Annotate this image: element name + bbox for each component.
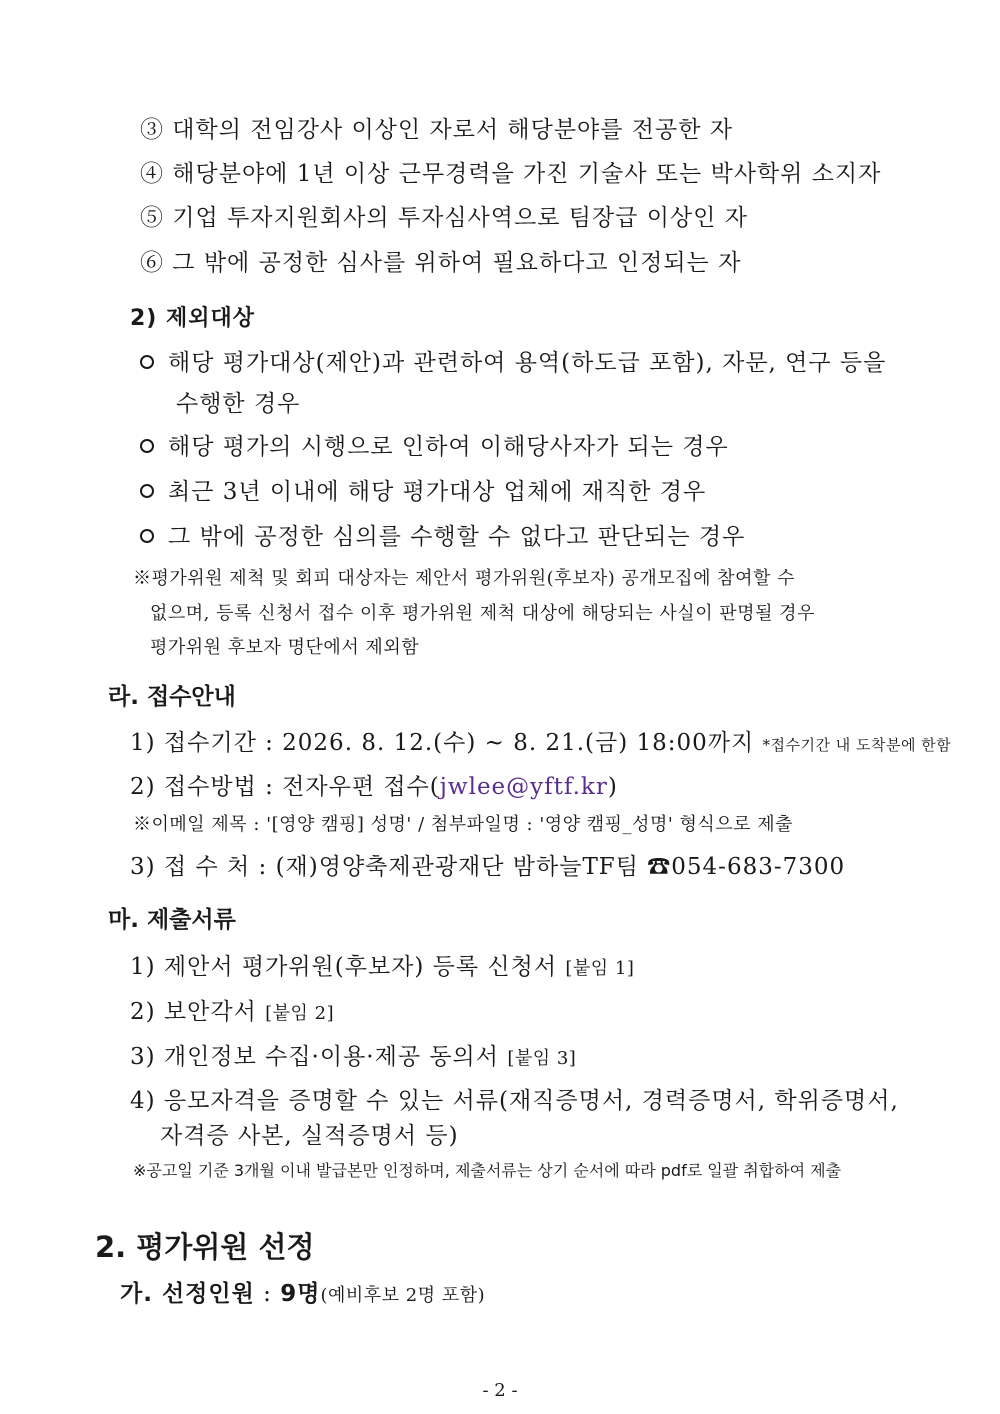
document-item-3: 3) 개인정보 수집·이용·제공 동의서 [붙임 3] (130, 1044, 577, 1070)
exclusion-note-line-1: ※평가위원 제척 및 회피 대상자는 제안서 평가위원(후보자) 공개모집에 참여할 수 (133, 568, 795, 589)
exclusion-bullet-1: 해당 평가대상(제안)과 관련하여 용역(하도급 포함), 자문, 연구 등을 (140, 350, 886, 378)
exclusion-bullet-2: 해당 평가의 시행으로 인하여 이해당사자가 되는 경우 (140, 434, 729, 462)
exclusion-bullet-1-cont: 수행한 경우 (176, 391, 301, 417)
attachment-ref: [붙임 3] (507, 1048, 577, 1069)
document-item-4: 4) 응모자격을 증명할 수 있는 서류(재직증명서, 경력증명서, 학위증명서, (130, 1088, 899, 1114)
qualification-item-6: ⑥ 그 밖에 공정한 심사를 위하여 필요하다고 인정되는 자 (140, 250, 742, 276)
exclusion-bullet-3: 최근 3년 이내에 해당 평가대상 업체에 재직한 경우 (140, 479, 706, 507)
qualification-item-3: ③ 대학의 전임강사 이상인 자로서 해당분야를 전공한 자 (140, 117, 733, 143)
reception-period: 1) 접수기간 : 2026. 8. 12.(수) ~ 8. 21.(금) 18:00까지 *접수기간 내 도착분에 한함 (130, 730, 952, 756)
attachment-ref: [붙임 2] (265, 1003, 335, 1024)
document-item-1: 1) 제안서 평가위원(후보자) 등록 신청서 [붙임 1] (130, 954, 635, 980)
reception-place: 3) 접 수 처 : (재)영양축제관광재단 밤하늘TF팀 ☎054-683-7300 (130, 854, 846, 880)
reception-heading: 라. 접수안내 (108, 684, 236, 710)
documents-note: ※공고일 기준 3개월 이내 발급본만 인정하며, 제출서류는 상기 순서에 따라 pdf로 일괄 취합하여 제출 (133, 1161, 842, 1180)
documents-heading: 마. 제출서류 (108, 907, 236, 933)
email-link[interactable]: jwlee@yftf.kr (439, 774, 608, 800)
circle-bullet-icon (140, 355, 154, 369)
email-note: ※이메일 제목 : '[영양 캠핑] 성명' / 첨부파일명 : '영양 캠핑_성명' 형식으로 제출 (133, 814, 794, 835)
circle-bullet-icon (140, 484, 154, 498)
exclusion-note-line-3: 평가위원 후보자 명단에서 제외함 (150, 637, 420, 658)
section-2-heading: 2. 평가위원 선정 (95, 1230, 315, 1264)
reception-period-note: *접수기간 내 도착분에 한함 (762, 736, 952, 754)
exclusion-bullet-4: 그 밖에 공정한 심의를 수행할 수 없다고 판단되는 경우 (140, 524, 745, 552)
exclusion-note-line-2: 없으며, 등록 신청서 접수 이후 평가위원 제척 대상에 해당되는 사실이 판명될 경우 (150, 603, 815, 624)
qualification-item-5: ⑤ 기업 투자지원회사의 투자심사역으로 팀장급 이상인 자 (140, 205, 748, 231)
qualification-item-4: ④ 해당분야에 1년 이상 근무경력을 가진 기술사 또는 박사학위 소지자 (140, 161, 882, 187)
selection-count: 가. 선정인원 : 9명(예비후보 2명 포함) (120, 1281, 486, 1307)
exclusion-heading: 2) 제외대상 (130, 306, 256, 331)
reception-method: 2) 접수방법 : 전자우편 접수(jwlee@yftf.kr) (130, 774, 618, 800)
circle-bullet-icon (140, 529, 154, 543)
attachment-ref: [붙임 1] (565, 958, 635, 979)
circle-bullet-icon (140, 439, 154, 453)
document-item-4-cont: 자격증 사본, 실적증명서 등) (160, 1123, 459, 1149)
phone-number: ☎054-683-7300 (647, 854, 846, 880)
document-item-2: 2) 보안각서 [붙임 2] (130, 999, 335, 1025)
page-number: - 2 - (482, 1380, 518, 1401)
